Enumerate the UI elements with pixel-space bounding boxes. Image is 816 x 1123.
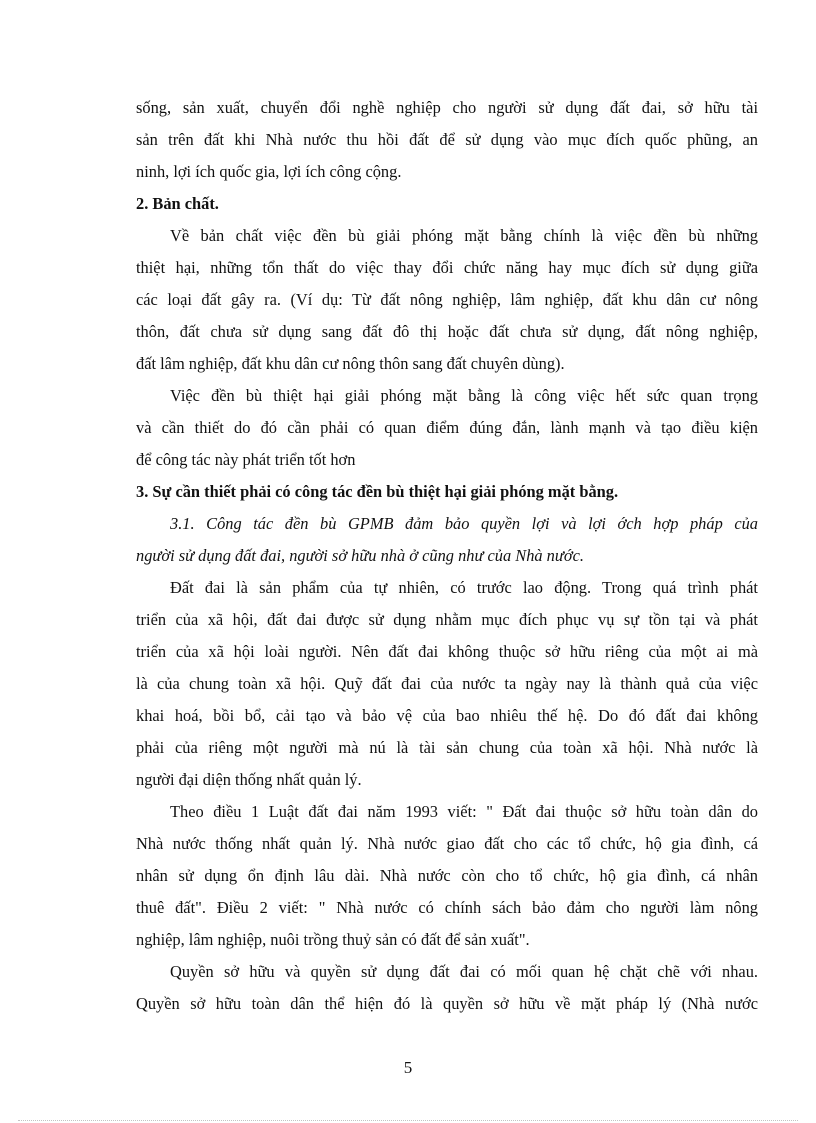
text-line: người đại diện thống nhất quản lý.	[136, 770, 362, 789]
text-line: triển của xã hội loài người. Nên đất đai không thuộc sở hữu riêng của một ai mà	[136, 642, 758, 661]
text-line: là của chung toàn xã hội. Quỹ đất đai của nước ta ngày nay là thành quả của việc	[136, 674, 758, 693]
text-line: thiệt hại, những tổn thất do việc thay đổi chức năng hay mục đích sử dụng giữa	[136, 258, 758, 277]
text-line: Việc đền bù thiệt hại giải phóng mặt bằng là công việc hết sức quan trọng	[170, 386, 758, 405]
text-line: sản trên đất khi Nhà nước thu hồi đất để sử dụng vào mục đích quốc phũng, an	[136, 130, 758, 149]
subsection-heading: người sử dụng đất đai, người sở hữu nhà ở cũng như của Nhà nước.	[136, 546, 584, 565]
text-line: các loại đất gây ra. (Ví dụ: Từ đất nông nghiệp, lâm nghiệp, đất khu dân cư nông	[136, 290, 758, 309]
text-line: Quyền sở hữu toàn dân thể hiện đó là quyền sở hữu về mặt pháp lý (Nhà nước	[136, 994, 758, 1013]
text-line: triển của xã hội, đất đai được sử dụng nhằm mục đích phục vụ sự tồn tại và phát	[136, 610, 758, 629]
text-line: nghiệp, lâm nghiệp, nuôi trồng thuỷ sản có đất để sản xuất".	[136, 930, 530, 949]
text-line: đất lâm nghiệp, đất khu dân cư nông thôn sang đất chuyên dùng).	[136, 354, 565, 373]
page-bottom-divider	[18, 1120, 798, 1121]
section-heading: 3. Sự cần thiết phải có công tác đền bù thiệt hại giải phóng mặt bằng.	[136, 482, 619, 501]
text-line: sống, sản xuất, chuyển đổi nghề nghiệp cho người sử dụng đất đai, sở hữu tài	[136, 98, 758, 117]
subsection-heading: 3.1. Công tác đền bù GPMB đảm bảo quyền lợi và lợi ớch hợp pháp của	[170, 514, 758, 533]
text-line: Nhà nước thống nhất quản lý. Nhà nước giao đất cho các tổ chức, hộ gia đình, cá	[136, 834, 758, 853]
text-line: phải của riêng một người mà nú là tài sản chung của toàn xã hội. Nhà nước là	[136, 738, 758, 757]
section-heading: 2. Bản chất.	[136, 194, 219, 213]
text-line: thôn, đất chưa sử dụng sang đất đô thị hoặc đất chưa sử dụng, đất nông nghiệp,	[136, 322, 758, 341]
text-line: ninh, lợi ích quốc gia, lợi ích công cộng.	[136, 162, 402, 181]
text-line: khai hoá, bồi bổ, cải tạo và bảo vệ của bao nhiêu thế hệ. Do đó đất đai không	[136, 706, 758, 725]
text-line: Quyền sở hữu và quyền sử dụng đất đai có mối quan hệ chặt chẽ với nhau.	[170, 962, 758, 981]
text-line: và cần thiết do đó cần phải có quan điểm đúng đắn, lành mạnh và tạo điều kiện	[136, 418, 758, 437]
page-number: 5	[403, 1058, 413, 1077]
text-line: để công tác này phát triển tốt hơn	[136, 450, 356, 469]
text-line: Đất đai là sản phẩm của tự nhiên, có trước lao động. Trong quá trình phát	[170, 578, 758, 597]
text-line: Theo điều 1 Luật đất đai năm 1993 viết: " Đất đai thuộc sở hữu toàn dân do	[170, 802, 758, 821]
text-line: Về bản chất việc đền bù giải phóng mặt bằng chính là việc đền bù những	[170, 226, 758, 245]
text-line: thuê đất". Điều 2 viết: " Nhà nước có chính sách bảo đảm cho người làm nông	[136, 898, 758, 917]
text-line: nhân sử dụng ổn định lâu dài. Nhà nước còn cho tổ chức, hộ gia đình, cá nhân	[136, 866, 758, 885]
